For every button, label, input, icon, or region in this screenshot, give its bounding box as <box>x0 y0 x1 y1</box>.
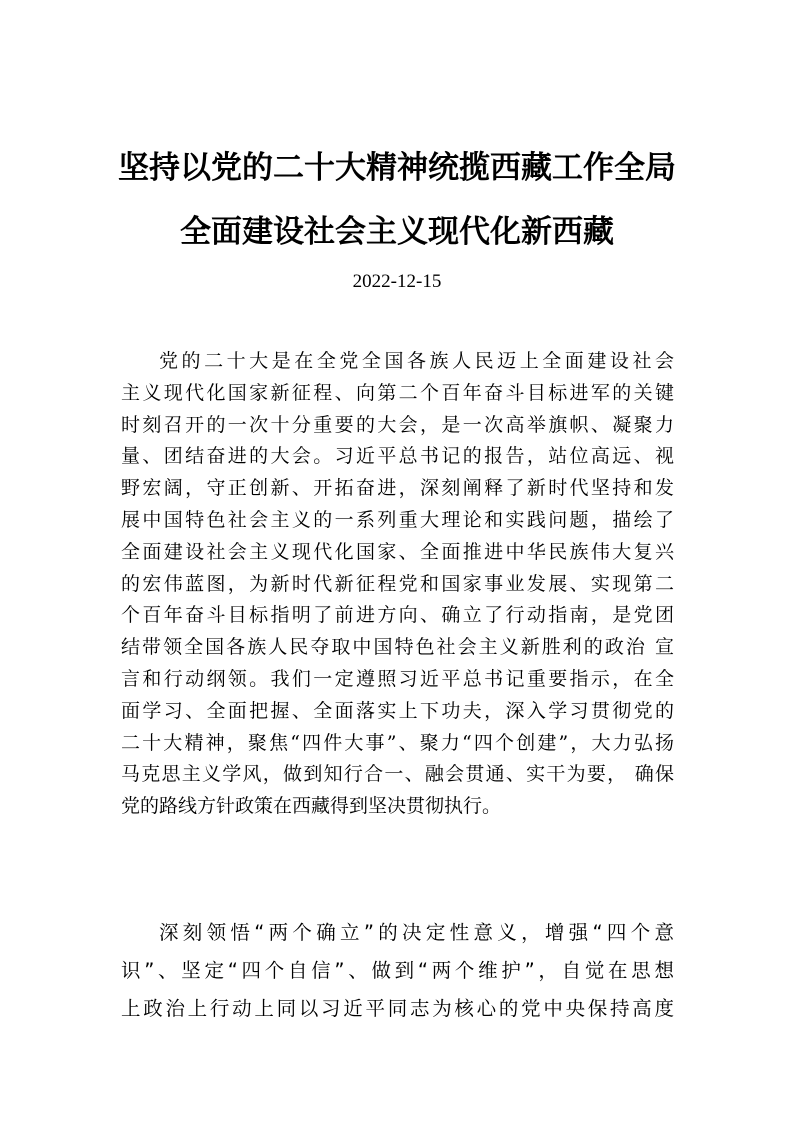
document-title-line-2: 全面建设社会主义现代化新西藏 <box>180 214 614 250</box>
paragraph-line: 党的二十大是在全党全国各族人民迈上全面建设社会 <box>159 350 674 372</box>
paragraph-line: 上政治上行动上同以习近平同志为核心的党中央保持高度 <box>121 997 674 1020</box>
paragraph-line: 党的路线方针政策在西藏得到坚决贯彻执行。 <box>121 795 502 818</box>
paragraph-line: 的宏伟蓝图，为新时代新征程党和国家事业发展、实现第二 <box>121 572 674 595</box>
paragraph-line: 野宏阔，守正创新、开拓奋进，深刻阐释了新时代坚持和发 <box>121 477 674 500</box>
document-title-line-1: 坚持以党的二十大精神统揽西藏工作全局 <box>118 150 676 186</box>
paragraph-line: 识”、坚定“四个自信”、做到“两个维护”，自觉在思想 <box>121 959 674 982</box>
paragraph-line: 个百年奋斗目标指明了前进方向、确立了行动指南，是党团 <box>121 604 674 627</box>
paragraph-line: 时刻召开的一次十分重要的大会，是一次高举旗帜、凝聚力 <box>121 413 674 436</box>
paragraph-line: 二十大精神，聚焦“四件大事”、聚力“四个创建”，大力弘扬 <box>121 731 674 754</box>
paragraph-line: 言和行动纲领。我们一定遵照习近平总书记重要指示，在全 <box>121 667 674 690</box>
paragraph-line: 展中国特色社会主义的一系列重大理论和实践问题，描绘了 <box>121 508 674 531</box>
paragraph-line: 面学习、全面把握、全面落实上下功夫，深入学习贯彻党的 <box>121 699 674 722</box>
paragraph-2 <box>121 914 674 1028</box>
paragraph-line: 主义现代化国家新征程、向第二个百年奋斗目标进军的关键 <box>121 381 674 404</box>
paragraph-line: 全面建设社会主义现代化国家、全面推进中华民族伟大复兴 <box>121 540 674 563</box>
paragraph-line: 结带领全国各族人民夺取中国特色社会主义新胜利的政治 宣 <box>121 636 674 659</box>
paragraph-1 <box>121 346 674 823</box>
paragraph-line: 深刻领悟“两个确立”的决定性意义，增强“四个意 <box>159 921 674 944</box>
paragraph-line: 量、团结奋进的大会。习近平总书记的报告，站位高远、视 <box>121 445 674 468</box>
paragraph-line: 马克思主义学风，做到知行合一、融会贯通、实干为要， 确保 <box>121 763 674 786</box>
document-date: 2022-12-15 <box>352 271 442 292</box>
